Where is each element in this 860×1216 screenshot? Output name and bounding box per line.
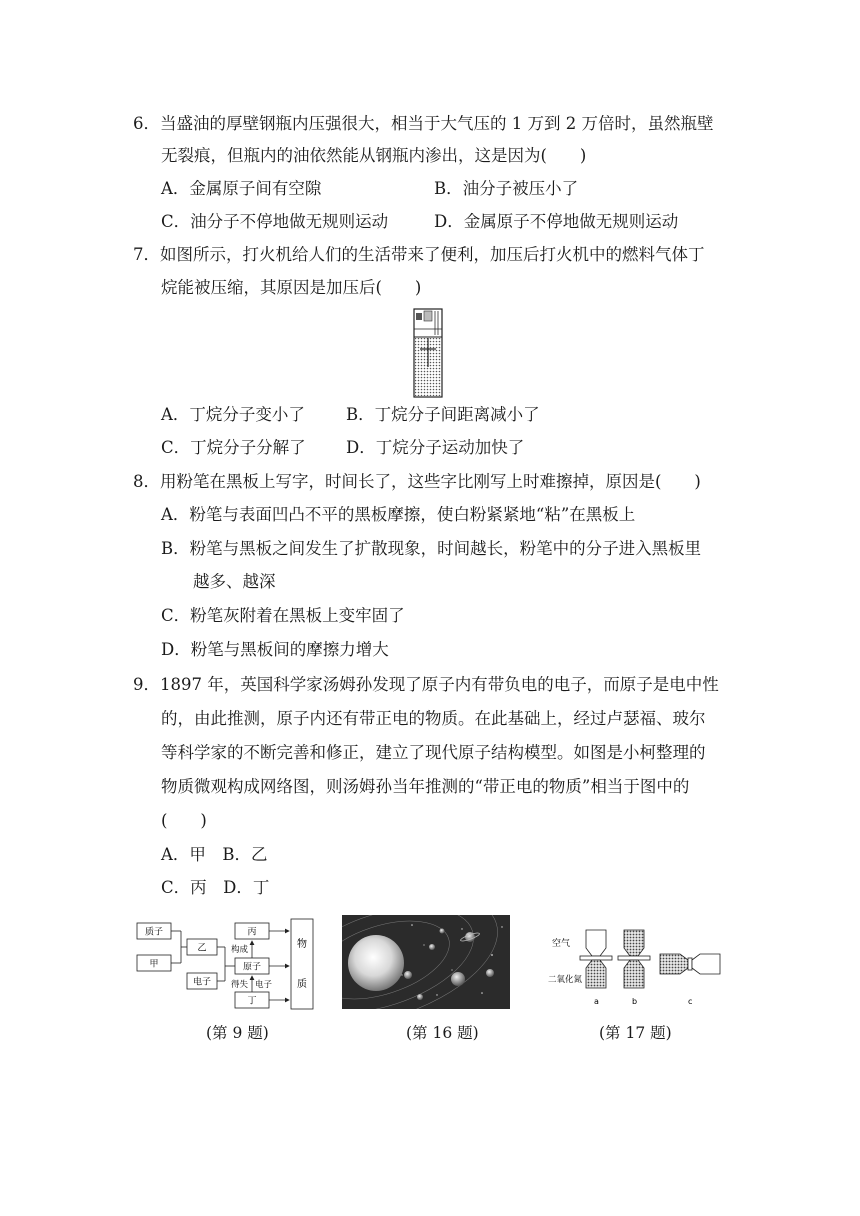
fig17-label-c: c [688, 997, 693, 1006]
fig17-c-right-bottle [692, 954, 720, 974]
fig9-label-deshi: 得失 [231, 980, 249, 990]
fig9-network-diagram [135, 917, 315, 1012]
fig9-box-matter [291, 919, 313, 1009]
fig9-label-yi: 乙 [197, 943, 207, 954]
fig17-label-air: 空气 [552, 939, 571, 949]
q6-option-d: D．金属原子不停地做无规则运动 [434, 212, 679, 231]
fig17-caption: (第 17 题) [599, 1024, 672, 1042]
q7-option-d: D．丁烷分子运动加快了 [346, 438, 525, 457]
fig17-label-no2: 二氧化氮 [548, 975, 583, 985]
q6-stem-line1: 6．当盛油的厚壁钢瓶内压强很大，相当于大气压的 1 万到 2 万倍时，虽然瓶壁 [133, 114, 714, 133]
q9-stem-line5: ( ) [161, 811, 207, 830]
fig17-b-upper-bottle [624, 930, 644, 956]
fig16-solar-system-image [342, 915, 510, 1009]
q7-option-c: C．丁烷分子分解了 [161, 438, 306, 457]
fig9-label-atom: 原子 [242, 962, 262, 973]
q9-options-ab: A．甲 B．乙 [161, 845, 268, 864]
q8-option-b-line2: 越多、越深 [193, 572, 276, 591]
fig9-label-proton: 质子 [144, 927, 164, 938]
fig9-caption: (第 9 题) [206, 1024, 269, 1042]
fig17-b-lower-bottle [624, 960, 644, 988]
fig9-label-goucheng: 构成 [231, 945, 249, 955]
fig9-label-zhi: 质 [297, 979, 307, 990]
fig16-caption: (第 16 题) [406, 1024, 479, 1042]
q9-stem-line1: 9．1897 年，英国科学家汤姆孙发现了原子内有带负电的电子，而原子是电中性 [133, 675, 719, 694]
q9-options-cd: C．丙 D．丁 [161, 878, 270, 897]
q8-option-a: A．粉笔与表面凹凸不平的黑板摩擦，使白粉紧紧地“粘”在黑板上 [161, 505, 636, 524]
q9-stem-line2: 的，由此推测，原子内还有带正电的物质。在此基础上，经过卢瑟福、玻尔 [161, 709, 706, 728]
fig9-label-electron: 电子 [192, 977, 212, 988]
fig17-c-left-bottle [660, 954, 688, 974]
q6-option-a: A．金属原子间有空隙 [161, 179, 322, 198]
q9-stem-line3: 等科学家的不断完善和修正，建立了现代原子结构模型。如图是小柯整理的 [161, 743, 706, 762]
fig17-diffusion-apparatus [548, 924, 726, 1016]
fig9-label-jia: 甲 [149, 959, 159, 970]
fig9-label-ding: 丁 [247, 996, 257, 1007]
q8-option-d: D．粉笔与黑板间的摩擦力增大 [161, 640, 389, 659]
fig17-a-lower-bottle [586, 960, 606, 988]
q8-stem: 8．用粉笔在黑板上写字，时间长了，这些字比刚写上时难擦掉，原因是( ) [133, 472, 701, 491]
fig17-label-a: a [594, 997, 599, 1006]
q7-option-b: B．丁烷分子间距离减小了 [346, 405, 540, 424]
q7-stem-line2: 烷能被压缩，其原因是加压后( ) [161, 278, 422, 297]
q8-option-b-line1: B．粉笔与黑板之间发生了扩散现象，时间越长，粉笔中的分子进入黑板里 [161, 539, 702, 558]
fig17-label-b: b [632, 997, 638, 1006]
q6-option-b: B．油分子被压小了 [434, 179, 579, 198]
q6-option-c: C．油分子不停地做无规则运动 [161, 212, 389, 231]
q7-option-a: A．丁烷分子变小了 [161, 405, 305, 424]
q9-stem-line4: 物质微观构成网络图，则汤姆孙当年推测的“带正电的物质”相当于图中的 [161, 777, 690, 796]
q7-stem-line1: 7．如图所示，打火机给人们的生活带来了便利，加压后打火机中的燃料气体丁 [133, 245, 705, 264]
fig17-a-upper-bottle [586, 930, 606, 956]
fig9-label-wu: 物 [297, 939, 307, 950]
fig9-label-bing: 丙 [247, 927, 257, 938]
q6-stem-line2: 无裂痕，但瓶内的油依然能从钢瓶内渗出，这是因为( ) [161, 146, 587, 165]
fig9-label-dianzi: 电子 [255, 980, 273, 990]
lighter-figure [408, 307, 448, 399]
q8-option-c: C．粉笔灰附着在黑板上变牢固了 [161, 606, 405, 625]
